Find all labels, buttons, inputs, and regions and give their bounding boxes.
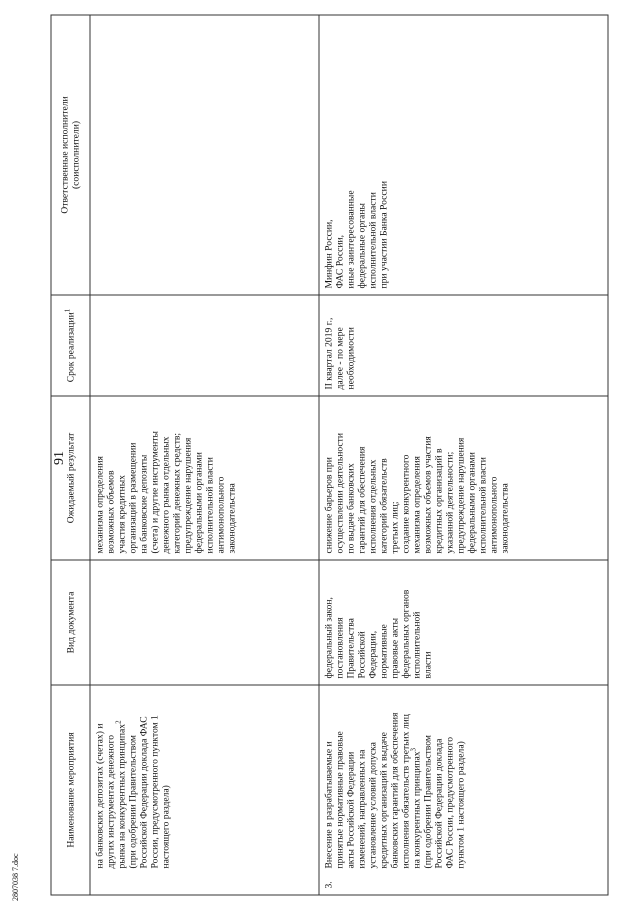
row1-expected-result: механизма определения возможных объемов участия кредитных организаций в размещении на банковские депозиты (счета) и другие инструменты денежного рынка отдельных категорий денежных средств; предупреждение нарушения федеральными органами исполнительной власти антимонопольного законодательства (90, 396, 319, 560)
row2-measure-main: Внесение в разрабатываемые и принятые нормативные правовые акты Российской Федерации изменений, направленных на установление условий допуска кредитных организаций к выдаче банковских гарантий для обеспечения исполнения обязательств третьих лиц на конкурентных принципах (323, 712, 422, 868)
table-row (319, 15, 608, 895)
row1-number (94, 874, 171, 888)
row1-measure-footnote: 2 (113, 719, 122, 724)
footer-document-code: 2807038 7.doc (11, 853, 20, 901)
row1-measure-main: на банковских депозитах (счетах) и других инструментах денежного рынка на конкурентных принципах (94, 723, 127, 868)
row1-document-type (90, 560, 319, 685)
row1-deadline (90, 295, 319, 396)
header-deadline-footnote: 1 (62, 308, 71, 312)
header-deadline (51, 295, 90, 396)
row1-measure-tail: (при одобрении Правительством Российской Федерации доклада ФАС России, предусмотренного пунктом 1 настоящего раздела) (127, 714, 171, 868)
header-expected-result: Ожидаемый результат (51, 396, 90, 560)
rotated-table-frame (50, 15, 605, 895)
row2-deadline: II квартал 2019 г., далее - по мере необходимости (319, 295, 608, 396)
row2-measure-text (323, 691, 466, 868)
row2-document-type: федеральный закон, постановления Правительства Российской Федерации, нормативные правовые акты федеральных органов исполнительной власти (319, 560, 608, 685)
row2-expected-result: снижение барьеров при осуществлении деятельности по выдаче банковских гарантий для обеспечения исполнения отдельных категорий обязательств третьих лиц; создание конкурентного механизма определения возможных объемов участия кредитных организаций в указанной деятельности; предупреждение нарушения федеральными органами исполнительной власти антимонопольного законодательства (319, 396, 608, 560)
row2-measure-cell (319, 685, 608, 895)
header-deadline-label: Срок реализации (64, 311, 76, 382)
row2-measure-footnote: 3 (408, 747, 417, 751)
measures-table (50, 14, 608, 895)
table-header-row (51, 15, 90, 895)
row2-number: 3. (323, 880, 334, 888)
table-row (90, 15, 319, 895)
row2-measure-tail: (при одобрении Правительством Российской Федерации доклада ФАС России, предусмотренного пунктом 1 настоящего раздела) (422, 734, 466, 868)
page-number: 91 (52, 451, 67, 465)
row2-executors: Минфин России, ФАС России, иные заинтересованные федеральные органы исполнительной власти при участии Банка России (319, 15, 608, 295)
row1-measure-cell (90, 685, 319, 895)
row1-measure-text (94, 691, 171, 868)
header-document-type: Вид документа (51, 560, 90, 685)
header-measure-name: Наименование мероприятия (51, 685, 90, 895)
row1-executors (90, 15, 319, 295)
plan-table-container (50, 15, 605, 895)
header-executors: Ответственные исполнители (соисполнители) (51, 15, 90, 295)
